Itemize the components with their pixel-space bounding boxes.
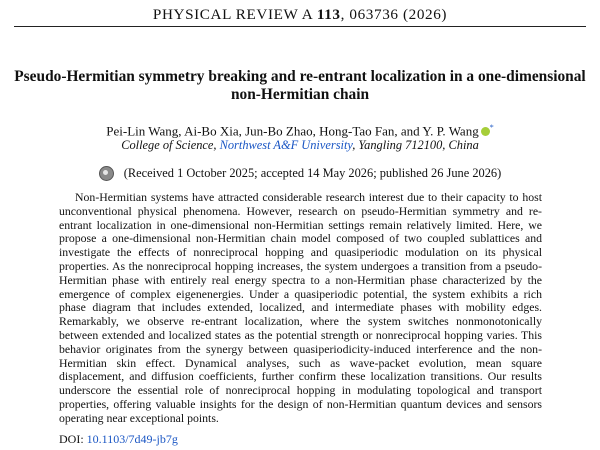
title-line-2: non-Hermitian chain [230, 86, 370, 103]
publication-dates [0, 165, 600, 182]
doi-line [59, 432, 178, 446]
paper-title [0, 68, 600, 104]
abstract: Non-Hermitian systems have attracted considerable research interest due to their capacity to host unconventional physical phenomena. However, research on pseudo-Hermitian symmetry and re-entrant localization in one-dimensional non-Hermitian settings remain relatively limited. Here, we propose a one-dimensional non-Hermitian chain model composed of two coupled sublattices and investigate the effects of nonreciprocal hopping and quasiperiodic modulation on its physical properties. As the nonreciprocal hopping increases, the system undergoes a transition from a pseudo-Hermitian phase with entirely real energy spectra to a non-Hermitian phase characterized by the emergence of complex eigenenergies. Under a quasiperiodic potential, the system exhibits a rich phase diagram that includes extended, localized, and intermediate phases with mobility edges. Remarkably, we observe re-entrant localization, where the system switches nonmonotonically between extended and localized states as the potential strength or nonreciprocal hopping varies. This behavior originates from the synergy between quasiperiodicity-induced interference and the non-Hermitian skin effect. Dynamical analyses, such as wave-packet evolution, mean square displacement, and diffusion coefficients, further confirm these localization transitions. Our results underscore the essential role of nonreciprocal hopping in modulating topological and transport properties, offering valuable insights for the design of non-Hermitian quantum devices and sensors operating near exceptional points. [59, 190, 542, 425]
crossmark-icon[interactable] [99, 166, 114, 181]
journal-volume: 113 [316, 6, 341, 23]
dates-text: (Received 1 October 2025; accepted 14 May 2026; published 26 June 2026) [123, 166, 502, 180]
doi-link[interactable]: 10.1103/7d49-jb7g [86, 432, 178, 446]
journal-header [0, 6, 600, 24]
affiliation-suffix: , Yangling 712100, China [352, 138, 479, 152]
affiliation [0, 138, 600, 153]
journal-name: PHYSICAL REVIEW A [152, 6, 313, 23]
corresponding-author-marker[interactable]: * [489, 123, 494, 132]
title-line-1: Pseudo-Hermitian symmetry breaking and re-entrant localization in a one-dimensional [14, 68, 586, 85]
header-rule [14, 26, 586, 27]
doi-label: DOI: [59, 432, 87, 446]
authors-text: Pei-Lin Wang, Ai-Bo Xia, Jun-Bo Zhao, Hong-Tao Fan, and Y. P. Wang [106, 123, 479, 139]
university-link[interactable]: Northwest A&F University [219, 138, 353, 152]
author-list [0, 120, 600, 139]
article-info: , 063736 (2026) [340, 6, 448, 23]
affiliation-prefix: College of Science, [121, 138, 220, 152]
orcid-icon[interactable] [481, 127, 490, 136]
